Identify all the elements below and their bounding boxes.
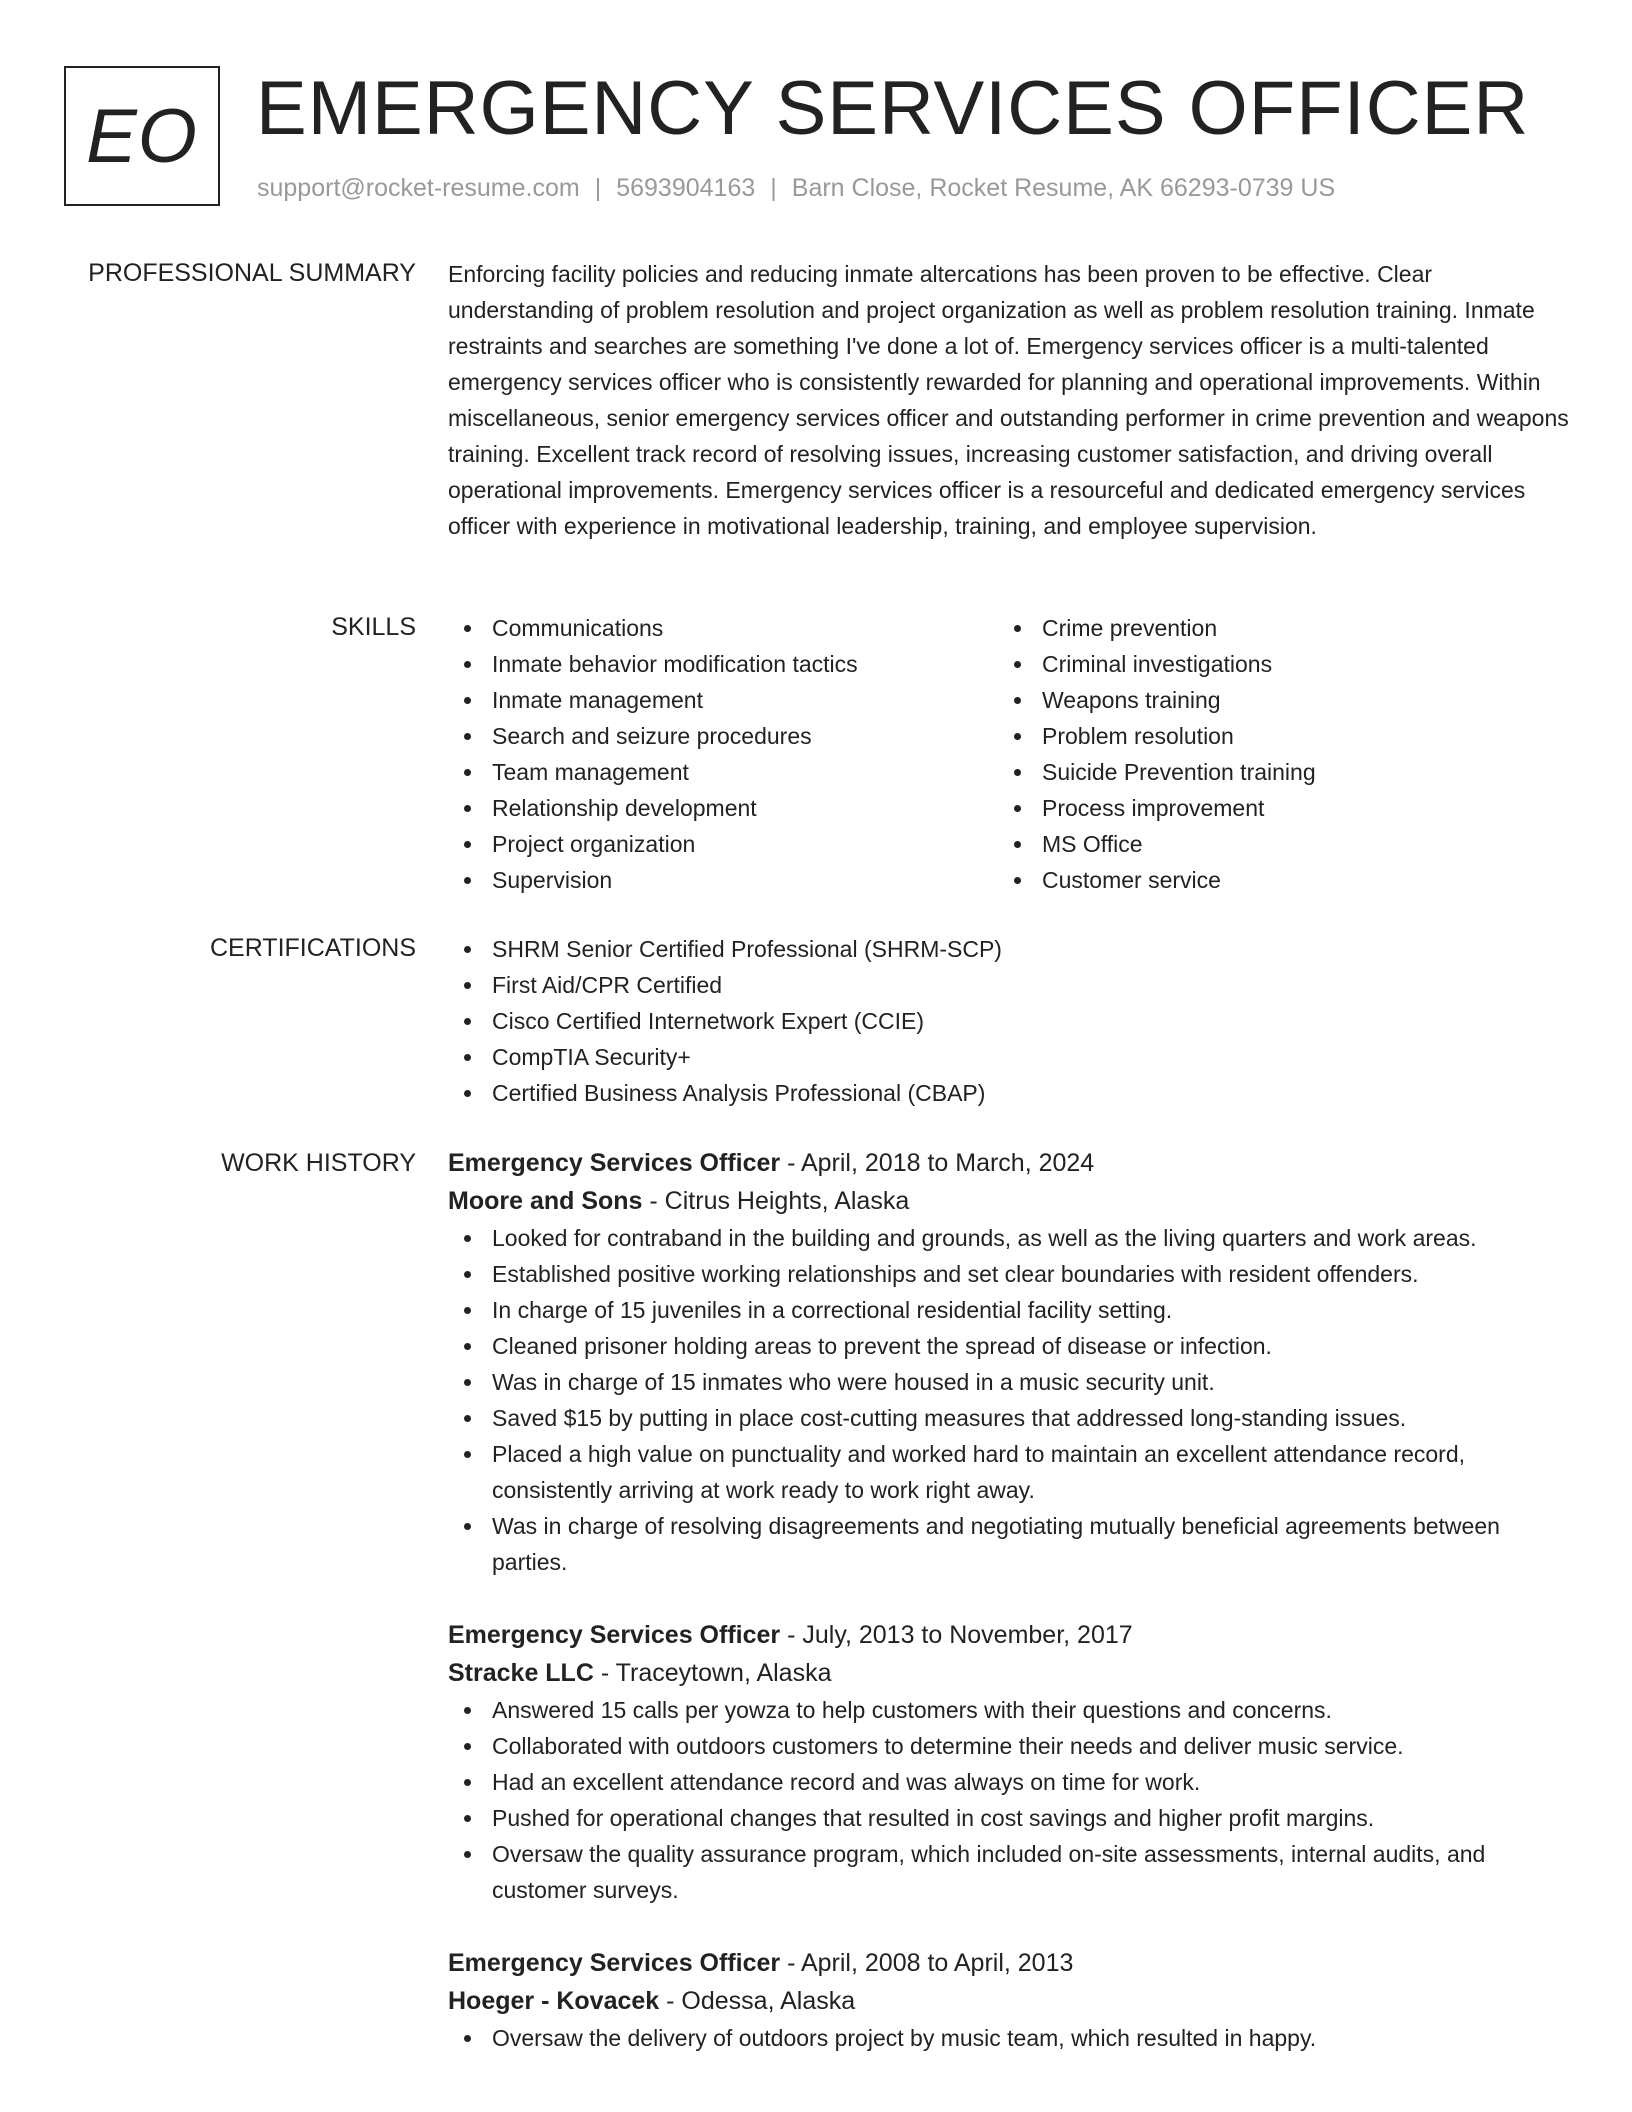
job-company: Stracke LLC bbox=[448, 1659, 594, 1687]
section-label-summary: PROFESSIONAL SUMMARY bbox=[88, 259, 416, 287]
list-item: First Aid/CPR Certified bbox=[448, 967, 1570, 1003]
list-item: Inmate management bbox=[448, 682, 998, 718]
certifications-list bbox=[448, 931, 1570, 1111]
list-item: Cleaned prisoner holding areas to prevent the spread of disease or infection. bbox=[448, 1328, 1570, 1364]
skills-list-left bbox=[448, 610, 998, 898]
job-title: Emergency Services Officer bbox=[448, 1621, 781, 1649]
job-location: - Odessa, Alaska bbox=[659, 1987, 856, 2015]
job-company-line bbox=[448, 1654, 1570, 1692]
contact-separator: | bbox=[770, 174, 777, 202]
contact-separator: | bbox=[594, 174, 602, 202]
job-title-line bbox=[448, 1144, 1570, 1182]
list-item: MS Office bbox=[998, 826, 1548, 862]
list-item: Answered 15 calls per yowza to help customers with their questions and concerns. bbox=[448, 1692, 1570, 1728]
list-item: Established positive working relationships and set clear boundaries with resident offenders. bbox=[448, 1256, 1570, 1292]
job-entry bbox=[448, 1616, 1570, 1908]
skills-body bbox=[448, 610, 1570, 898]
contact-line bbox=[257, 173, 1335, 203]
list-item: Project organization bbox=[448, 826, 998, 862]
contact-phone: 5693904163 bbox=[616, 174, 756, 202]
summary-body bbox=[448, 256, 1570, 544]
job-dates: - April, 2018 to March, 2024 bbox=[780, 1149, 1095, 1177]
certifications-body bbox=[448, 931, 1570, 1111]
job-entry bbox=[448, 1944, 1570, 2056]
list-item: Process improvement bbox=[998, 790, 1548, 826]
list-item: Placed a high value on punctuality and worked hard to maintain an excellent attendance record, consistently arriving at work ready to work right away. bbox=[448, 1436, 1570, 1508]
list-item: Supervision bbox=[448, 862, 998, 898]
job-bullets bbox=[448, 1692, 1570, 1908]
list-item: CompTIA Security+ bbox=[448, 1039, 1570, 1075]
list-item: Oversaw the quality assurance program, which included on-site assessments, internal audits, and customer surveys. bbox=[448, 1836, 1570, 1908]
job-location: - Traceytown, Alaska bbox=[593, 1659, 832, 1687]
list-item: Relationship development bbox=[448, 790, 998, 826]
list-item: Pushed for operational changes that resulted in cost savings and higher profit margins. bbox=[448, 1800, 1570, 1836]
list-item: Had an excellent attendance record and was always on time for work. bbox=[448, 1764, 1570, 1800]
section-label-certifications: CERTIFICATIONS bbox=[209, 934, 416, 962]
job-bullets bbox=[448, 2020, 1570, 2056]
list-item: Suicide Prevention training bbox=[998, 754, 1548, 790]
list-item: Collaborated with outdoors customers to determine their needs and deliver music service. bbox=[448, 1728, 1570, 1764]
job-company-line bbox=[448, 1182, 1570, 1220]
list-item: Was in charge of resolving disagreements and negotiating mutually beneficial agreements between parties. bbox=[448, 1508, 1570, 1580]
list-item: Problem resolution bbox=[998, 718, 1548, 754]
monogram: EO bbox=[64, 66, 220, 206]
section-label-work-history: WORK HISTORY bbox=[221, 1149, 416, 1177]
list-item: Search and seizure procedures bbox=[448, 718, 998, 754]
job-title-line bbox=[448, 1944, 1570, 1982]
list-item: Crime prevention bbox=[998, 610, 1548, 646]
job-dates: - April, 2008 to April, 2013 bbox=[780, 1949, 1074, 1977]
list-item: Cisco Certified Internetwork Expert (CCIE) bbox=[448, 1003, 1570, 1039]
list-item: Team management bbox=[448, 754, 998, 790]
list-item: Weapons training bbox=[998, 682, 1548, 718]
summary-text: Enforcing facility policies and reducing inmate altercations has been proven to be effective. Clear understanding of problem resolution and project organization as well as problem resolution training. Inmate restraints and searches are something I've done a lot of. Emergency services officer is a multi-talented emergency services officer who is consistently rewarded for planning and operational improvements. Within miscellaneous, senior emergency services officer and outstanding performer in crime prevention and weapons training. Excellent track record of resolving issues, increasing customer satisfaction, and driving overall operational improvements. Emergency services officer is a resourceful and dedicated emergency services officer with experience in motivational leadership, training, and employee supervision. bbox=[448, 261, 1569, 539]
job-entry bbox=[448, 1144, 1570, 1580]
candidate-title: EMERGENCY SERVICES OFFICER bbox=[256, 66, 1530, 151]
contact-email: support@rocket-resume.com bbox=[257, 174, 580, 202]
section-label-skills: SKILLS bbox=[331, 613, 416, 641]
list-item: Criminal investigations bbox=[998, 646, 1548, 682]
job-company: Hoeger - Kovacek bbox=[448, 1987, 660, 2015]
list-item: Inmate behavior modification tactics bbox=[448, 646, 998, 682]
job-title: Emergency Services Officer bbox=[448, 1949, 781, 1977]
job-title-line bbox=[448, 1616, 1570, 1654]
job-location: - Citrus Heights, Alaska bbox=[642, 1187, 910, 1215]
skills-list-right bbox=[998, 610, 1548, 898]
job-title: Emergency Services Officer bbox=[448, 1149, 781, 1177]
skills-columns bbox=[448, 610, 1570, 898]
list-item: Communications bbox=[448, 610, 998, 646]
job-company-line bbox=[448, 1982, 1570, 2020]
list-item: SHRM Senior Certified Professional (SHRM-SCP) bbox=[448, 931, 1570, 967]
resume-header bbox=[64, 66, 1564, 216]
list-item: Certified Business Analysis Professional (CBAP) bbox=[448, 1075, 1570, 1111]
list-item: Customer service bbox=[998, 862, 1548, 898]
list-item: Looked for contraband in the building and grounds, as well as the living quarters and work areas. bbox=[448, 1220, 1570, 1256]
list-item: In charge of 15 juveniles in a correctional residential facility setting. bbox=[448, 1292, 1570, 1328]
job-bullets bbox=[448, 1220, 1570, 1580]
list-item: Was in charge of 15 inmates who were housed in a music security unit. bbox=[448, 1364, 1570, 1400]
job-company: Moore and Sons bbox=[448, 1187, 643, 1215]
contact-address: Barn Close, Rocket Resume, AK 66293-0739 US bbox=[791, 174, 1336, 202]
job-dates: - July, 2013 to November, 2017 bbox=[780, 1621, 1133, 1649]
list-item: Oversaw the delivery of outdoors project by music team, which resulted in happy. bbox=[448, 2020, 1570, 2056]
work-history-body bbox=[448, 1144, 1570, 2092]
list-item: Saved $15 by putting in place cost-cutting measures that addressed long-standing issues. bbox=[448, 1400, 1570, 1436]
